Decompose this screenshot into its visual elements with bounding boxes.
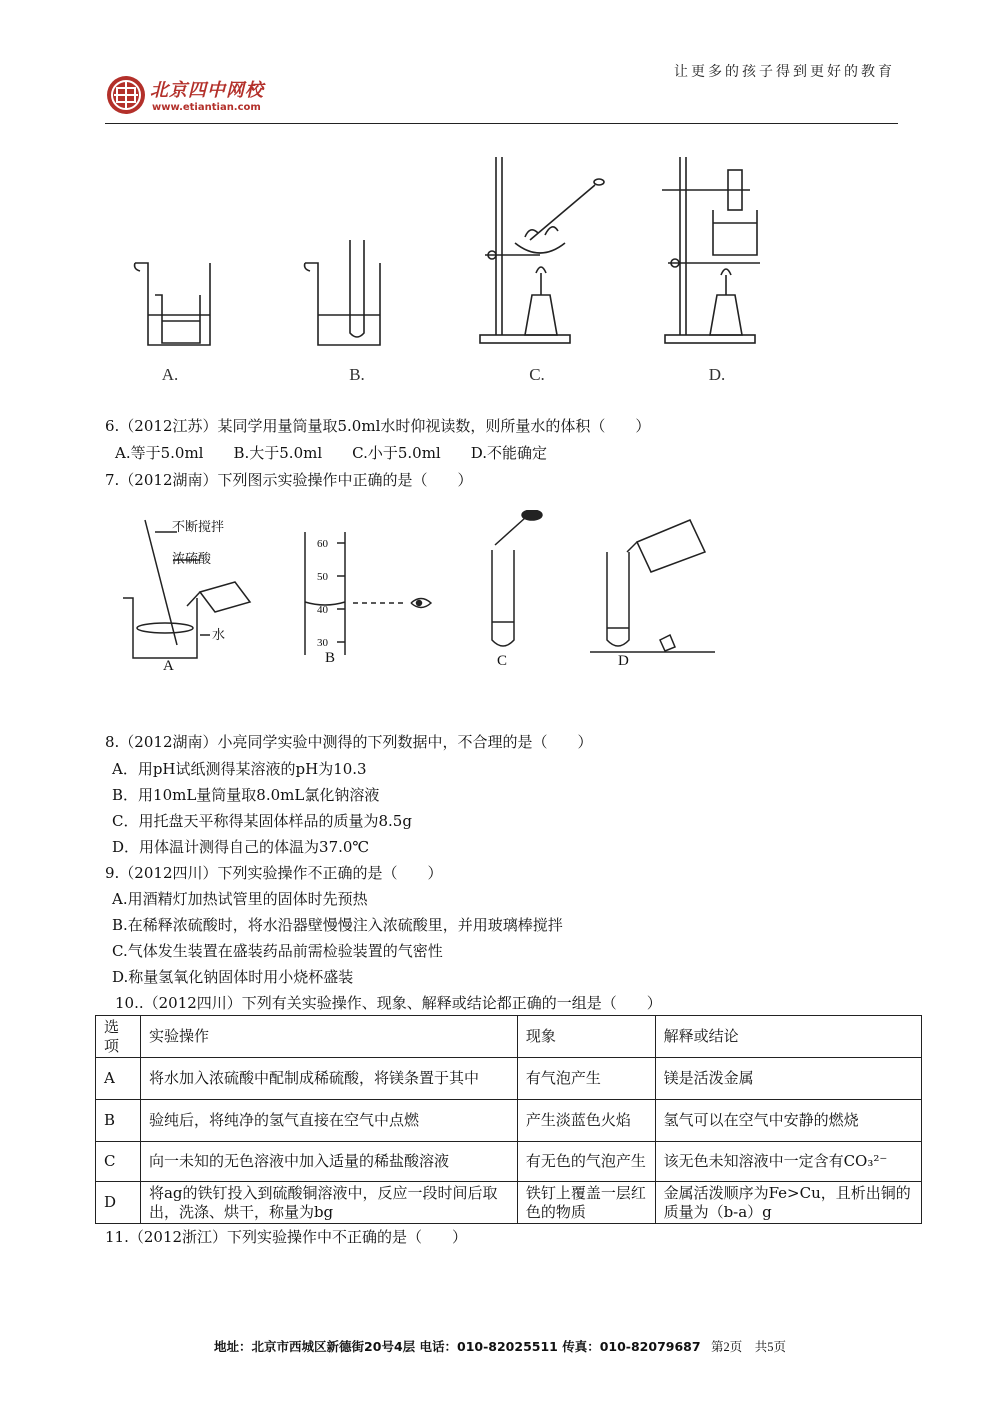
table-cell: 氢气可以在空气中安静的燃烧 bbox=[655, 1100, 921, 1142]
table-cell: C bbox=[96, 1142, 141, 1182]
label-continuous-stirring: 不断搅拌 bbox=[172, 519, 225, 534]
table-row bbox=[96, 1182, 922, 1224]
fig1-label-c: C. bbox=[529, 365, 545, 384]
question-9-stem: 9.（2012四川）下列实验操作不正确的是（ ） bbox=[105, 864, 443, 882]
table-header-option: 选项 bbox=[96, 1016, 141, 1058]
table-cell: 有气泡产生 bbox=[517, 1058, 655, 1100]
table-header-conclusion: 解释或结论 bbox=[655, 1016, 921, 1058]
table-cell: 验纯后，将纯净的氢气直接在空气中点燃 bbox=[140, 1100, 517, 1142]
table-row bbox=[96, 1058, 922, 1100]
question-8-stem: 8.（2012湖南）小亮同学实验中测得的下列数据中，不合理的是（ ） bbox=[105, 733, 593, 751]
label-water: 水 bbox=[212, 627, 226, 642]
question-6-stem: 6.（2012江苏）某同学用量筒量取5.0ml水时仰视读数，则所量水的体积（ ） bbox=[105, 417, 651, 435]
table-header-operation: 实验操作 bbox=[140, 1016, 517, 1058]
q7-label-b: B bbox=[325, 650, 336, 666]
question-10-table bbox=[95, 1015, 922, 1224]
fig1-label-b: B. bbox=[349, 365, 365, 384]
figure-q7-operations bbox=[115, 510, 755, 675]
logo-text: 北京四中网校 bbox=[150, 80, 264, 101]
apparatus-c-evaporation bbox=[480, 157, 604, 343]
cylinder-tick-30: 30 bbox=[317, 637, 328, 649]
question-10-stem: 10..（2012四川）下列有关实验操作、现象、解释或结论都正确的一组是（ ） bbox=[115, 994, 662, 1012]
cylinder-tick-60: 60 bbox=[317, 538, 328, 550]
operation-d-pouring bbox=[590, 520, 715, 652]
label-concentrated-sulfuric-acid: 浓硫酸 bbox=[172, 551, 212, 566]
table-row bbox=[96, 1142, 922, 1182]
question-9-option-d: D.称量氢氧化钠固体时用小烧杯盛装 bbox=[112, 968, 354, 986]
question-6-options: A.等于5.0ml B.大于5.0ml C.小于5.0ml D.不能确定 bbox=[115, 444, 547, 462]
table-cell: 将水加入浓硫酸中配制成稀硫酸，将镁条置于其中 bbox=[140, 1058, 517, 1100]
apparatus-b-beaker bbox=[305, 240, 380, 345]
fig1-label-a: A. bbox=[161, 365, 179, 384]
question-7-stem: 7.（2012湖南）下列图示实验操作中正确的是（ ） bbox=[105, 471, 473, 489]
footer-page-number: 第2页 共5页 bbox=[710, 1340, 786, 1354]
page-footer bbox=[0, 1337, 1000, 1355]
table-row bbox=[96, 1100, 922, 1142]
question-9-option-c: C.气体发生装置在盛装药品前需检验装置的气密性 bbox=[112, 942, 443, 960]
table-cell: 金属活泼顺序为Fe>Cu，且析出铜的质量为（b-a）g bbox=[655, 1182, 921, 1224]
table-header-row bbox=[96, 1016, 922, 1058]
school-logo bbox=[104, 62, 304, 122]
table-cell: 铁钉上覆盖一层红色的物质 bbox=[517, 1182, 655, 1224]
cylinder-tick-50: 50 bbox=[317, 571, 328, 583]
cylinder-tick-40: 40 bbox=[317, 604, 328, 616]
table-cell: 产生淡蓝色火焰 bbox=[517, 1100, 655, 1142]
q7-label-d: D bbox=[618, 653, 629, 669]
table-cell: 将ag的铁钉投入到硫酸铜溶液中，反应一段时间后取出，洗涤、烘干，称量为bg bbox=[140, 1182, 517, 1224]
question-8-option-d: D．用体温计测得自己的体温为37.0℃ bbox=[112, 838, 370, 856]
apparatus-d-water-bath bbox=[662, 157, 760, 343]
table-cell: 该无色未知溶液中一定含有CO₃²⁻ bbox=[655, 1142, 921, 1182]
q7-label-c: C bbox=[497, 653, 508, 669]
table-cell: B bbox=[96, 1100, 141, 1142]
table-header-phenomenon: 现象 bbox=[517, 1016, 655, 1058]
question-9-option-a: A.用酒精灯加热试管里的固体时先预热 bbox=[112, 890, 368, 908]
question-8-option-c: C．用托盘天平称得某固体样品的质量为8.5g bbox=[112, 812, 412, 830]
figure-apparatus-q5 bbox=[100, 145, 800, 395]
operation-a-dilution bbox=[123, 520, 250, 658]
question-9-option-b: B.在稀释浓硫酸时，将水沿器壁慢慢注入浓硫酸里，并用玻璃棒搅拌 bbox=[112, 916, 563, 934]
header-divider bbox=[105, 123, 898, 124]
q7-label-a: A bbox=[163, 658, 174, 674]
slogan: 让更多的孩子得到更好的教育 bbox=[674, 64, 895, 80]
table-cell: 有无色的气泡产生 bbox=[517, 1142, 655, 1182]
operation-c-dropper bbox=[492, 510, 542, 646]
question-8-option-b: B．用10mL量筒量取8.0mL氯化钠溶液 bbox=[112, 786, 380, 804]
question-8-option-a: A．用pH试纸测得某溶液的pH为10.3 bbox=[112, 760, 367, 778]
footer-contact: 地址：北京市西城区新德街20号4层 电话：010-82025511 传真：010-82079687 bbox=[214, 1339, 701, 1354]
apparatus-a-beaker bbox=[135, 263, 210, 345]
table-cell: D bbox=[96, 1182, 141, 1224]
table-cell: 镁是活泼金属 bbox=[655, 1058, 921, 1100]
table-cell: 向一未知的无色溶液中加入适量的稀盐酸溶液 bbox=[140, 1142, 517, 1182]
logo-url: www.etiantian.com bbox=[152, 102, 261, 113]
question-11-stem: 11.（2012浙江）下列实验操作中不正确的是（ ） bbox=[105, 1228, 468, 1246]
table-cell: A bbox=[96, 1058, 141, 1100]
fig1-label-d: D. bbox=[708, 365, 726, 384]
